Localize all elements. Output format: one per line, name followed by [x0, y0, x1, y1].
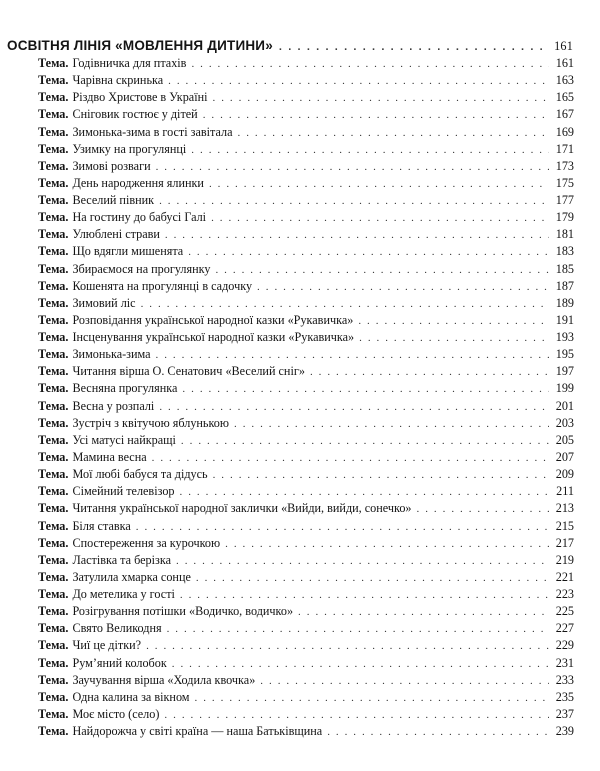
dot-leader — [298, 606, 549, 618]
toc-entry — [38, 262, 574, 280]
entry-page-number: 215 — [555, 518, 574, 533]
dot-leader — [159, 195, 549, 207]
entry-label: Тема. — [38, 381, 69, 396]
toc-entry — [38, 570, 574, 588]
dot-leader — [203, 109, 549, 121]
entry-page-number: 229 — [555, 638, 574, 653]
toc-entry — [38, 193, 574, 211]
entry-title: Сімейний телевізор — [72, 484, 175, 499]
entry-title: Кошенята на прогулянці в садочку — [72, 278, 253, 293]
entry-title: Веселий півник — [72, 193, 155, 208]
entry-page-number: 219 — [555, 552, 574, 567]
entry-label: Тема. — [38, 569, 69, 584]
entry-label: Тема. — [38, 107, 69, 122]
entry-title: Мамина весна — [72, 449, 147, 464]
section-page-number: 161 — [554, 39, 573, 53]
entry-page-number: 185 — [555, 261, 574, 276]
section-title: ОСВІТНЯ ЛІНІЯ «МОВЛЕННЯ ДИТИНИ» — [7, 38, 273, 53]
entry-title: Свято Великодня — [72, 621, 162, 636]
entry-label: Тема. — [38, 724, 69, 739]
entry-label: Тема. — [38, 73, 69, 88]
entry-label: Тема. — [38, 604, 69, 619]
entry-title: Читання вірша О. Сенатович «Веселий сніг» — [72, 364, 305, 379]
entry-label: Тема. — [38, 210, 69, 225]
entry-label: Тема. — [38, 175, 69, 190]
entry-label: Тема. — [38, 124, 69, 139]
dot-leader — [156, 161, 549, 173]
dot-leader — [195, 692, 549, 704]
entry-label: Тема. — [38, 278, 69, 293]
entry-page-number: 217 — [555, 535, 574, 550]
dot-leader — [167, 623, 549, 635]
entry-page-number: 191 — [555, 312, 574, 327]
toc-entry — [38, 227, 574, 245]
dot-leader — [176, 555, 549, 567]
dot-leader — [164, 709, 549, 721]
dot-leader — [191, 58, 549, 70]
entry-page-number: 203 — [555, 415, 574, 430]
toc-entry — [38, 313, 574, 331]
entry-title: Заучування вірша «Ходила квочка» — [72, 672, 256, 687]
entry-title: Мої любі бабуся та дідусь — [72, 467, 208, 482]
entry-label: Тема. — [38, 638, 69, 653]
entry-label: Тема. — [38, 141, 69, 156]
entry-page-number: 209 — [555, 467, 574, 482]
entry-page-number: 179 — [555, 210, 574, 225]
toc-entry — [38, 296, 574, 314]
entry-page-number: 193 — [555, 330, 574, 345]
entry-label: Тема. — [38, 535, 69, 550]
toc-entry — [38, 690, 574, 708]
dot-leader — [279, 41, 548, 53]
entry-title: Рум’яний колобок — [72, 655, 167, 670]
entry-page-number: 207 — [555, 449, 574, 464]
entry-label: Тема. — [38, 689, 69, 704]
dot-leader — [156, 349, 549, 361]
entry-label: Тема. — [38, 552, 69, 567]
entry-title: Усі матусі найкращі — [72, 432, 176, 447]
entry-title: Сніговик гостює у дітей — [72, 107, 198, 122]
dot-leader — [234, 418, 549, 430]
toc-entry — [38, 399, 574, 417]
entry-label: Тема. — [38, 158, 69, 173]
toc-entry — [38, 125, 574, 143]
dot-leader — [417, 503, 549, 515]
entry-title: Затулила хмарка сонце — [72, 569, 191, 584]
entry-page-number: 211 — [556, 484, 574, 499]
dot-leader — [215, 264, 549, 276]
entry-page-number: 169 — [555, 124, 574, 139]
entry-page-number: 197 — [555, 364, 574, 379]
entry-label: Тема. — [38, 347, 69, 362]
entry-page-number: 173 — [555, 158, 574, 173]
entry-label: Тема. — [38, 501, 69, 516]
entry-page-number: 221 — [555, 569, 574, 584]
entry-page-number: 213 — [555, 501, 574, 516]
entry-label: Тема. — [38, 312, 69, 327]
entry-title: Спостереження за курочкою — [72, 535, 221, 550]
dot-leader — [159, 401, 549, 413]
entry-page-number: 189 — [555, 295, 574, 310]
dot-leader — [213, 92, 549, 104]
entry-title: Годівничка для птахів — [72, 56, 187, 70]
entry-title: Весна у розпалі — [72, 398, 155, 413]
entry-title: Узимку на прогулянці — [72, 141, 187, 156]
entry-title: Найдорожча у світі країна — наша Батьківщина — [72, 724, 323, 739]
toc-entry — [38, 638, 574, 656]
toc-entry — [38, 536, 574, 554]
entry-page-number: 205 — [555, 432, 574, 447]
dot-leader — [146, 640, 549, 652]
entry-title: Зимовий ліс — [72, 295, 136, 310]
entry-label: Тема. — [38, 244, 69, 259]
dot-leader — [188, 246, 549, 258]
toc-entry — [38, 621, 574, 639]
toc-entry — [38, 56, 574, 74]
dot-leader — [181, 435, 549, 447]
entry-label: Тема. — [38, 467, 69, 482]
toc-entry — [38, 587, 574, 605]
entry-page-number: 161 — [555, 56, 574, 70]
entry-label: Тема. — [38, 587, 69, 602]
toc-entry — [38, 279, 574, 297]
entry-label: Тема. — [38, 398, 69, 413]
dot-leader — [165, 229, 549, 241]
toc-entry — [38, 176, 574, 194]
toc-entry — [38, 501, 574, 519]
entry-page-number: 167 — [555, 107, 574, 122]
toc-entry — [38, 210, 574, 228]
entry-title: Що вдягли мишенята — [72, 244, 184, 259]
dot-leader — [213, 469, 549, 481]
dot-leader — [359, 332, 549, 344]
dot-leader — [180, 486, 549, 498]
entry-label: Тема. — [38, 364, 69, 379]
entry-title: Розповідання української народної казки «Рукавичка» — [72, 312, 354, 327]
toc-entry — [38, 673, 574, 691]
entry-title: На гостину до бабусі Галі — [72, 210, 207, 225]
dot-leader — [168, 75, 549, 87]
entry-page-number: 175 — [555, 175, 574, 190]
dot-leader — [225, 538, 549, 550]
dot-leader — [310, 366, 549, 378]
entry-page-number: 195 — [555, 347, 574, 362]
toc-entry — [38, 484, 574, 502]
entry-title: Різдво Христове в Україні — [72, 90, 208, 105]
toc-entry — [38, 90, 574, 108]
toc-entry — [38, 347, 574, 365]
entry-title: Читання української народної заклички «Вийди, вийди, сонечко» — [72, 501, 412, 516]
toc-entry — [38, 724, 574, 742]
entry-page-number: 171 — [555, 141, 574, 156]
dot-leader — [152, 452, 549, 464]
entry-title: Розігрування потішки «Водичко, водичко» — [72, 604, 294, 619]
entry-label: Тема. — [38, 193, 69, 208]
dot-leader — [136, 521, 549, 533]
entry-page-number: 183 — [555, 244, 574, 259]
dot-leader — [238, 127, 550, 139]
entry-label: Тема. — [38, 484, 69, 499]
section-heading — [7, 38, 573, 54]
entry-page-number: 187 — [555, 278, 574, 293]
entry-page-number: 239 — [555, 724, 574, 739]
dot-leader — [182, 383, 549, 395]
toc-entry — [38, 519, 574, 537]
dot-leader — [141, 298, 549, 310]
entry-title: Інсценування української народної казки «Рукавичка» — [72, 330, 355, 345]
entry-label: Тема. — [38, 449, 69, 464]
entry-label: Тема. — [38, 261, 69, 276]
toc-entry — [38, 364, 574, 382]
entry-label: Тема. — [38, 227, 69, 242]
toc-entry — [38, 159, 574, 177]
dot-leader — [257, 281, 549, 293]
toc-entry — [38, 142, 574, 160]
toc-entry — [38, 73, 574, 91]
dot-leader — [172, 658, 549, 670]
dot-leader — [196, 572, 549, 584]
entry-page-number: 181 — [555, 227, 574, 242]
toc-entry — [38, 604, 574, 622]
toc-entry — [38, 467, 574, 485]
entry-page-number: 223 — [555, 587, 574, 602]
entry-page-number: 233 — [555, 672, 574, 687]
entry-page-number: 227 — [555, 621, 574, 636]
entry-title: Весняна прогулянка — [72, 381, 178, 396]
entry-title: Чарівна скринька — [72, 73, 164, 88]
toc-entry — [38, 450, 574, 468]
entry-page-number: 235 — [555, 689, 574, 704]
entry-page-number: 199 — [555, 381, 574, 396]
entry-title: Збираємося на прогулянку — [72, 261, 211, 276]
entry-title: Моє місто (село) — [72, 706, 160, 721]
entry-page-number: 237 — [555, 706, 574, 721]
dot-leader — [211, 212, 549, 224]
entry-title: Чиї це дітки? — [72, 638, 142, 653]
entry-title: Зимові розваги — [72, 158, 151, 173]
entry-label: Тема. — [38, 415, 69, 430]
toc-entry — [38, 107, 574, 125]
entry-title: Улюблені страви — [72, 227, 160, 242]
dot-leader — [327, 726, 549, 738]
entry-page-number: 165 — [555, 90, 574, 105]
entry-page-number: 201 — [555, 398, 574, 413]
entry-label: Тема. — [38, 432, 69, 447]
toc-entry — [38, 330, 574, 348]
entry-title: День народження ялинки — [72, 175, 204, 190]
entry-label: Тема. — [38, 90, 69, 105]
entry-title: Одна калина за вікном — [72, 689, 190, 704]
entry-title: Ластівка та берізка — [72, 552, 172, 567]
dot-leader — [358, 315, 549, 327]
entry-title: Зимонька-зима — [72, 347, 151, 362]
toc-entry — [38, 707, 574, 725]
entry-page-number: 225 — [555, 604, 574, 619]
toc-entry — [38, 244, 574, 262]
entry-title: Зимонька-зима в гості завітала — [72, 124, 233, 139]
entry-label: Тема. — [38, 621, 69, 636]
toc-entry — [38, 381, 574, 399]
dot-leader — [209, 178, 549, 190]
toc-entry — [38, 416, 574, 434]
dot-leader — [191, 144, 549, 156]
entry-page-number: 163 — [555, 73, 574, 88]
entry-title: Зустріч з квітучою яблунькою — [72, 415, 229, 430]
entry-label: Тема. — [38, 295, 69, 310]
entry-label: Тема. — [38, 56, 69, 70]
toc-entry — [38, 433, 574, 451]
dot-leader — [180, 589, 549, 601]
entry-label: Тема. — [38, 706, 69, 721]
dot-leader — [260, 675, 549, 687]
entry-title: Біля ставка — [72, 518, 131, 533]
entry-label: Тема. — [38, 672, 69, 687]
entry-page-number: 231 — [555, 655, 574, 670]
toc-entry — [38, 553, 574, 571]
entry-label: Тема. — [38, 330, 69, 345]
entry-label: Тема. — [38, 518, 69, 533]
entry-title: До метелика у гості — [72, 587, 175, 602]
toc-entry — [38, 656, 574, 674]
entry-label: Тема. — [38, 655, 69, 670]
entry-page-number: 177 — [555, 193, 574, 208]
